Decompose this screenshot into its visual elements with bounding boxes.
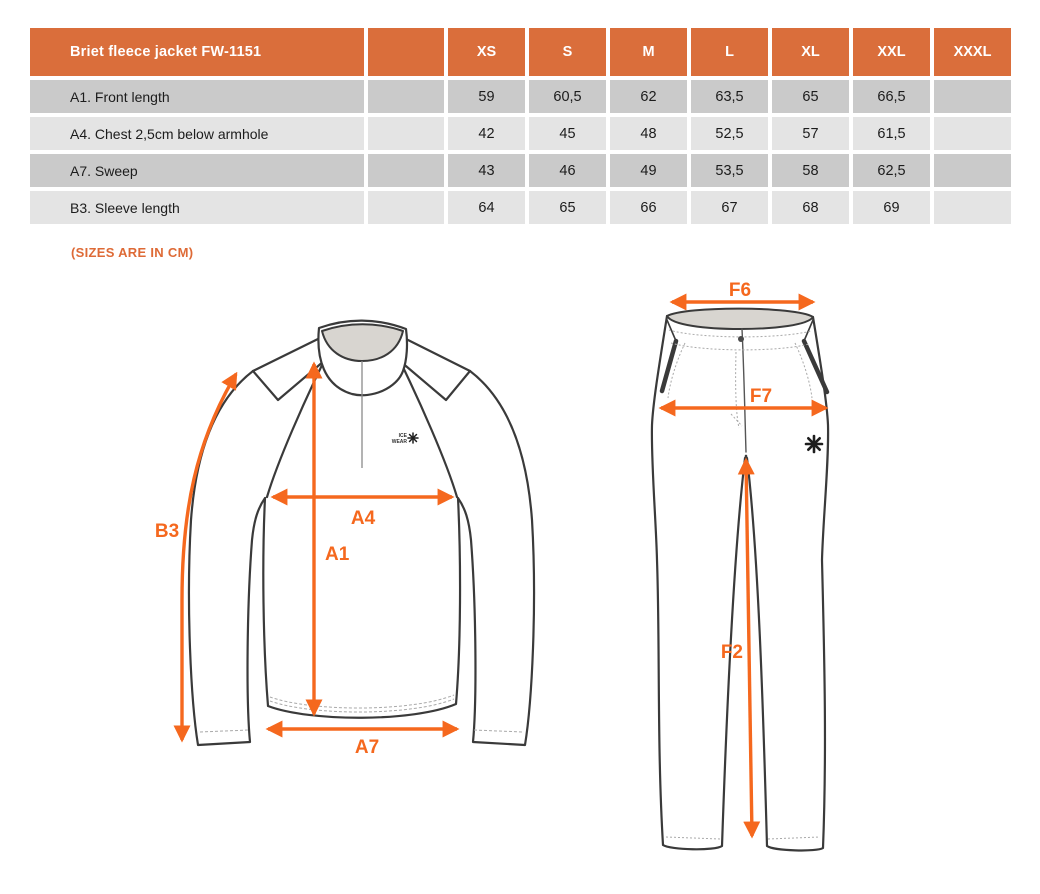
table-value xyxy=(934,154,1011,187)
size-table xyxy=(30,28,1011,224)
row-label: B3. Sleeve length xyxy=(30,191,364,224)
pants-snowflake-icon xyxy=(806,436,822,452)
pants-diagram xyxy=(615,275,865,870)
header-spacer-cell xyxy=(368,28,444,76)
row-label: A4. Chest 2,5cm below armhole xyxy=(30,117,364,150)
label-a4: A4 xyxy=(350,508,376,529)
size-header-xl: XL xyxy=(772,28,849,76)
table-value xyxy=(934,117,1011,150)
table-value: 66 xyxy=(610,191,687,224)
row-label: A7. Sweep xyxy=(30,154,364,187)
label-a1: A1 xyxy=(325,544,350,565)
table-value: 61,5 xyxy=(853,117,930,150)
waist-button xyxy=(738,336,744,342)
table-value: 64 xyxy=(448,191,525,224)
arrow-f2 xyxy=(746,460,752,836)
table-value: 43 xyxy=(448,154,525,187)
table-value: 58 xyxy=(772,154,849,187)
table-value xyxy=(934,191,1011,224)
label-b3: B3 xyxy=(154,521,180,542)
table-value: 57 xyxy=(772,117,849,150)
svg-text:ICE: ICE xyxy=(398,433,407,439)
size-header-m: M xyxy=(610,28,687,76)
table-value: 68 xyxy=(772,191,849,224)
row-spacer-cell xyxy=(368,80,444,113)
table-value: 62,5 xyxy=(853,154,930,187)
table-value: 69 xyxy=(853,191,930,224)
table-title: Briet fleece jacket FW-1151 xyxy=(30,28,364,76)
row-spacer-cell xyxy=(368,117,444,150)
label-f6: F6 xyxy=(728,280,752,301)
table-value: 67 xyxy=(691,191,768,224)
table-value: 45 xyxy=(529,117,606,150)
table-value: 48 xyxy=(610,117,687,150)
row-label: A1. Front length xyxy=(30,80,364,113)
size-header-xxl: XXL xyxy=(853,28,930,76)
table-value: 65 xyxy=(529,191,606,224)
size-header-l: L xyxy=(691,28,768,76)
label-f7: F7 xyxy=(749,386,773,407)
table-value: 62 xyxy=(610,80,687,113)
table-value: 53,5 xyxy=(691,154,768,187)
pants-outline xyxy=(652,309,828,851)
jacket-diagram xyxy=(140,295,570,765)
size-header-s: S xyxy=(529,28,606,76)
label-f2: F2 xyxy=(720,642,743,663)
sizes-unit-note: (SIZES ARE IN CM) xyxy=(71,245,194,260)
table-value: 66,5 xyxy=(853,80,930,113)
size-header-xs: XS xyxy=(448,28,525,76)
table-value: 46 xyxy=(529,154,606,187)
table-value xyxy=(934,80,1011,113)
table-value: 42 xyxy=(448,117,525,150)
table-value: 65 xyxy=(772,80,849,113)
table-value: 63,5 xyxy=(691,80,768,113)
icewear-logo xyxy=(392,433,418,445)
table-value: 59 xyxy=(448,80,525,113)
size-header-xxxl: XXXL xyxy=(934,28,1011,76)
row-spacer-cell xyxy=(368,191,444,224)
svg-text:WEAR: WEAR xyxy=(391,439,407,445)
logo-snowflake-icon xyxy=(408,433,418,443)
table-value: 60,5 xyxy=(529,80,606,113)
table-value: 49 xyxy=(610,154,687,187)
table-value: 52,5 xyxy=(691,117,768,150)
row-spacer-cell xyxy=(368,154,444,187)
label-a7: A7 xyxy=(354,737,380,758)
